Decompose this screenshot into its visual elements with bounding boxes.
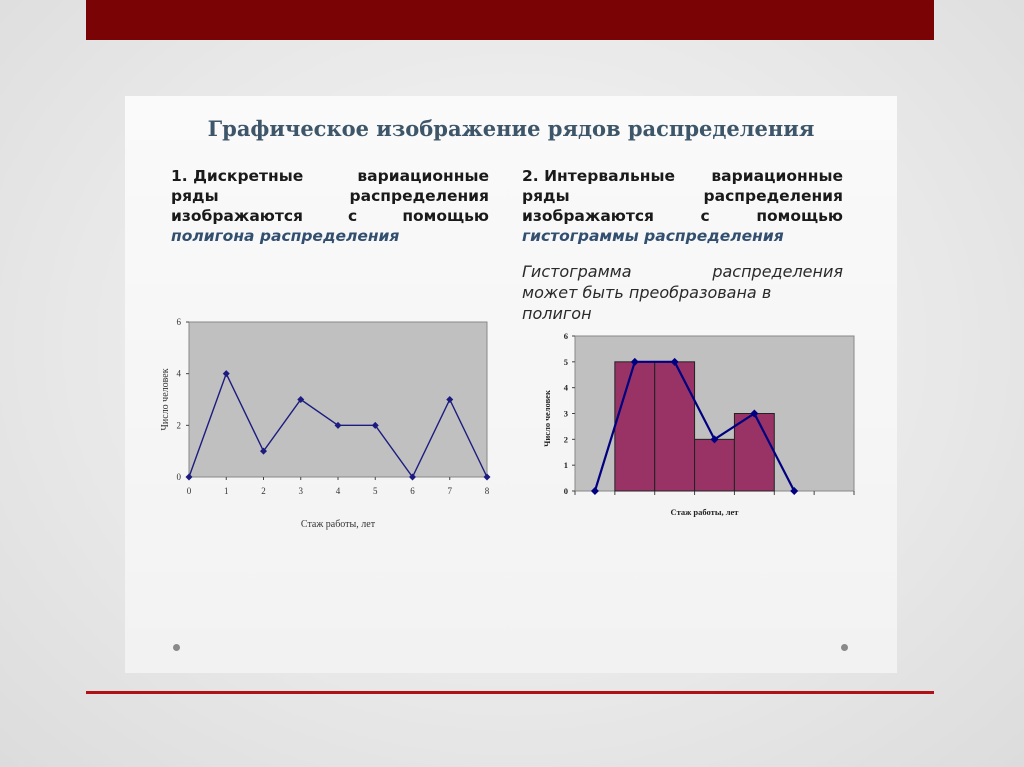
left-line3-a: изображаются: [171, 207, 303, 225]
note-line1-b: распределения: [712, 262, 843, 281]
histogram-bar: [695, 439, 735, 491]
right-line1-a: 2. Интервальные: [522, 167, 676, 185]
y-tick-label: 0: [563, 486, 568, 496]
bottom-accent-line: [86, 691, 934, 694]
bullet-dot-right: [841, 644, 848, 651]
y-tick-label: 6: [176, 317, 181, 327]
y-tick-label: 4: [563, 382, 568, 393]
left-line3-c: помощью: [402, 207, 489, 225]
right-highlight: гистограммы распределения: [522, 227, 784, 245]
y-tick-label: 2: [563, 434, 568, 445]
x-tick-label: 0: [186, 486, 192, 496]
right-line3-c: помощью: [756, 207, 843, 225]
x-axis-label: Стаж работы, лет: [300, 519, 376, 530]
y-tick-label: 4: [176, 368, 181, 379]
y-tick-label: 3: [563, 408, 568, 419]
right-line3-b: с: [700, 207, 710, 225]
histogram-chart: [530, 328, 870, 528]
top-accent-bar: [86, 0, 934, 40]
histogram-bar: [734, 414, 774, 492]
right-line2-a: ряды: [522, 187, 570, 205]
x-tick-label: 6: [410, 486, 415, 496]
plot-area: [189, 322, 487, 477]
right-line2-b: распределения: [703, 187, 843, 205]
y-axis-label: Число человек: [542, 390, 552, 447]
left-line1-b: вариационные: [357, 167, 489, 185]
y-tick-label: 0: [176, 472, 181, 482]
histogram-note: [522, 261, 843, 324]
right-text-block: [522, 166, 843, 246]
x-tick-label: 4: [335, 486, 341, 496]
y-tick-label: 2: [176, 420, 181, 431]
right-line3-a: изображаются: [522, 207, 654, 225]
left-line3-b: с: [348, 207, 358, 225]
x-axis-label: Стаж работы, лет: [670, 507, 739, 517]
x-tick-label: 5: [373, 486, 378, 496]
y-tick-label: 6: [563, 331, 568, 341]
left-text-block: [171, 166, 489, 246]
x-tick-label: 8: [484, 486, 490, 496]
histogram-bar: [615, 362, 655, 491]
x-tick-label: 2: [261, 486, 266, 496]
left-line1-a: 1. Дискретные: [171, 167, 304, 185]
histogram-bar: [655, 362, 695, 491]
y-axis-label: Число человек: [160, 368, 171, 431]
left-highlight: полигона распределения: [171, 227, 400, 245]
polygon-chart: [150, 310, 500, 540]
left-line2-b: распределения: [349, 187, 489, 205]
y-tick-label: 1: [563, 460, 568, 471]
x-tick-label: 3: [298, 486, 303, 496]
slide-title: Графическое изображение рядов распределения: [207, 116, 815, 141]
bullet-dot-left: [173, 644, 180, 651]
right-line1-b: вариационные: [711, 167, 843, 185]
x-tick-label: 1: [224, 486, 229, 496]
x-tick-label: 7: [447, 486, 452, 496]
note-line1-a: Гистограмма: [522, 262, 632, 281]
y-tick-label: 5: [563, 356, 568, 367]
note-line3: полигон: [522, 304, 592, 323]
note-line2: может быть преобразована в: [522, 283, 772, 302]
left-line2-a: ряды: [171, 187, 219, 205]
